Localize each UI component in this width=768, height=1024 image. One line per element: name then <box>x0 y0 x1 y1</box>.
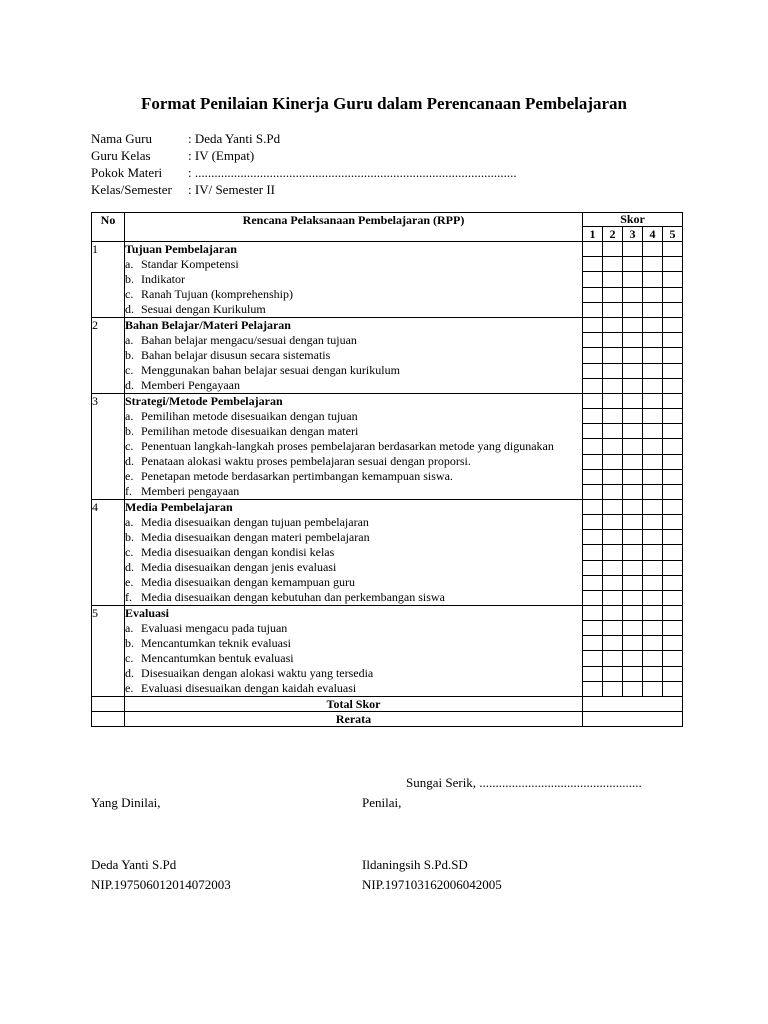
score-cell-4[interactable] <box>643 560 663 575</box>
score-cell-2[interactable] <box>603 333 623 348</box>
score-cell-5[interactable] <box>663 681 683 696</box>
score-cell-5[interactable] <box>663 530 683 545</box>
assessor-name: Ildaningsih S.Pd.SD <box>362 857 468 872</box>
score-cell-4[interactable] <box>643 681 663 696</box>
criteria-item <box>125 454 582 469</box>
score-cell-2[interactable] <box>603 424 623 439</box>
score-cell-5[interactable] <box>663 606 683 621</box>
score-cell-4[interactable] <box>643 363 663 378</box>
criteria-item <box>125 272 582 287</box>
section-number: 5 <box>92 606 125 697</box>
criteria-text: Media disesuaikan dengan materi pembelajaran <box>141 530 370 544</box>
signature-place-date: Sungai Serik, .................................................. <box>406 775 642 790</box>
criteria-letter: a. <box>125 257 134 271</box>
info-label: Kelas/Semester <box>91 182 172 197</box>
score-cell-4[interactable] <box>643 606 663 621</box>
score-cell-5[interactable] <box>663 242 683 257</box>
score-cell-3[interactable] <box>623 621 643 636</box>
header-rpp: Rencana Pelaksanaan Pembelajaran (RPP) <box>125 213 583 242</box>
score-cell-2[interactable] <box>603 409 623 424</box>
table-row <box>92 606 683 621</box>
score-cell-4[interactable] <box>643 515 663 530</box>
rerata-row <box>92 712 683 727</box>
section-title: Tujuan Pembelajaran <box>125 242 237 256</box>
criteria-item <box>125 439 582 454</box>
criteria-letter: c. <box>125 287 134 301</box>
score-cell-1[interactable] <box>583 272 603 287</box>
criteria-letter: c. <box>125 363 134 377</box>
score-cell-3[interactable] <box>623 545 643 560</box>
criteria-text: Pemilihan metode disesuaikan dengan tujuan <box>141 409 358 423</box>
info-value: : Deda Yanti S.Pd <box>188 131 281 146</box>
info-value: : IV (Empat) <box>188 148 255 163</box>
score-cell-1[interactable] <box>583 439 603 454</box>
score-cell-5[interactable] <box>663 439 683 454</box>
score-cell-4[interactable] <box>643 666 663 681</box>
total-skor-row-label: Total Skor <box>125 697 583 712</box>
teacher-info <box>91 130 517 198</box>
score-cell-3[interactable] <box>623 287 643 302</box>
score-cell-4[interactable] <box>643 590 663 605</box>
criteria-letter: a. <box>125 409 134 423</box>
score-cell-2[interactable] <box>603 454 623 469</box>
section-title: Evaluasi <box>125 606 170 620</box>
criteria-text: Sesuai dengan Kurikulum <box>141 302 266 316</box>
criteria-item <box>125 530 582 545</box>
info-row-kelas-semester <box>91 181 517 198</box>
assessor-nip: NIP.197103162006042005 <box>362 877 502 892</box>
score-cell-3[interactable] <box>623 484 643 499</box>
criteria-letter: e. <box>125 575 134 589</box>
score-cell-1[interactable] <box>583 515 603 530</box>
score-cell-4[interactable] <box>643 484 663 499</box>
score-cell-2[interactable] <box>603 363 623 378</box>
score-cell-1[interactable] <box>583 348 603 363</box>
score-cell-4[interactable] <box>643 409 663 424</box>
criteria-text: Media disesuaikan dengan kondisi kelas <box>141 545 335 559</box>
criteria-letter: c. <box>125 545 134 559</box>
section-content <box>125 394 583 500</box>
info-value: : ................................................................................................... <box>188 165 517 180</box>
score-cell-1[interactable] <box>583 530 603 545</box>
criteria-item <box>125 590 582 605</box>
criteria-text: Memberi pengayaan <box>141 484 240 498</box>
score-cell-5[interactable] <box>663 575 683 590</box>
score-cell-4[interactable] <box>643 348 663 363</box>
criteria-item <box>125 515 582 530</box>
criteria-letter: f. <box>125 484 132 498</box>
score-cell-2[interactable] <box>603 666 623 681</box>
info-value: : IV/ Semester II <box>188 182 276 197</box>
criteria-letter: d. <box>125 302 134 316</box>
criteria-item <box>125 666 582 681</box>
score-cell-3[interactable] <box>623 469 643 484</box>
score-cell-5[interactable] <box>663 272 683 287</box>
table-row <box>92 500 683 515</box>
criteria-text: Indikator <box>141 272 185 286</box>
info-row-pokok-materi <box>91 164 517 181</box>
score-cell-2[interactable] <box>603 378 623 393</box>
score-cell-4[interactable] <box>643 394 663 409</box>
score-cell-1[interactable] <box>583 500 603 515</box>
score-cell-3[interactable] <box>623 651 643 666</box>
criteria-text: Mencantumkan teknik evaluasi <box>141 636 291 650</box>
section-title: Bahan Belajar/Materi Pelajaran <box>125 318 291 332</box>
criteria-text: Bahan belajar disusun secara sistematis <box>141 348 331 362</box>
criteria-item <box>125 257 582 272</box>
criteria-text: Menggunakan bahan belajar sesuai dengan kurikulum <box>141 363 400 377</box>
score-cell-2[interactable] <box>603 500 623 515</box>
criteria-letter: e. <box>125 469 134 483</box>
score-cell-2[interactable] <box>603 484 623 499</box>
score-cell-3[interactable] <box>623 363 643 378</box>
score-cell-5[interactable] <box>663 500 683 515</box>
score-cell-1[interactable] <box>583 257 603 272</box>
header-score-1: 1 <box>583 227 603 242</box>
score-cell-4[interactable] <box>643 500 663 515</box>
criteria-item <box>125 378 582 393</box>
score-cell-1[interactable] <box>583 318 603 333</box>
score-cell-2[interactable] <box>603 257 623 272</box>
score-cell-5[interactable] <box>663 454 683 469</box>
score-cell-4[interactable] <box>643 651 663 666</box>
score-cell-4[interactable] <box>643 302 663 317</box>
score-cell-5[interactable] <box>663 424 683 439</box>
criteria-text: Memberi Pengayaan <box>141 378 240 392</box>
score-cell-2[interactable] <box>603 439 623 454</box>
score-cell-1[interactable] <box>583 560 603 575</box>
score-cell-4[interactable] <box>643 636 663 651</box>
assessee-role: Yang Dinilai, <box>91 795 161 810</box>
section-number: 2 <box>92 318 125 394</box>
criteria-item <box>125 348 582 363</box>
criteria-item <box>125 424 582 439</box>
score-cell-4[interactable] <box>643 621 663 636</box>
score-cell-1[interactable] <box>583 484 603 499</box>
score-cell-3[interactable] <box>623 515 643 530</box>
score-cell-5[interactable] <box>663 621 683 636</box>
score-cell-5[interactable] <box>663 545 683 560</box>
score-cell-2[interactable] <box>603 530 623 545</box>
criteria-text: Standar Kompetensi <box>141 257 239 271</box>
info-row-guru-kelas <box>91 147 517 164</box>
score-cell-3[interactable] <box>623 302 643 317</box>
criteria-item <box>125 484 582 499</box>
criteria-letter: d. <box>125 560 134 574</box>
criteria-letter: e. <box>125 681 134 695</box>
score-cell-2[interactable] <box>603 242 623 257</box>
empty-cell <box>92 697 125 712</box>
score-cell-5[interactable] <box>663 590 683 605</box>
criteria-text: Media disesuaikan dengan tujuan pembelajaran <box>141 515 369 529</box>
assessee-nip: NIP.197506012014072003 <box>91 877 231 892</box>
score-cell-3[interactable] <box>623 348 643 363</box>
criteria-text: Ranah Tujuan (komprehenship) <box>141 287 293 301</box>
criteria-text: Media disesuaikan dengan kemampuan guru <box>141 575 355 589</box>
score-cell-1[interactable] <box>583 302 603 317</box>
criteria-letter: b. <box>125 636 134 650</box>
score-cell-3[interactable] <box>623 500 643 515</box>
score-cell-4[interactable] <box>643 530 663 545</box>
score-cell-2[interactable] <box>603 394 623 409</box>
rerata-row-value[interactable] <box>583 712 683 727</box>
info-row-nama-guru <box>91 130 517 147</box>
criteria-text: Disesuaikan dengan alokasi waktu yang tersedia <box>141 666 374 680</box>
criteria-item <box>125 469 582 484</box>
score-cell-4[interactable] <box>643 378 663 393</box>
table-row <box>92 394 683 409</box>
score-cell-1[interactable] <box>583 621 603 636</box>
total-skor-row <box>92 697 683 712</box>
assessment-table <box>91 212 683 727</box>
score-cell-5[interactable] <box>663 636 683 651</box>
section-title: Media Pembelajaran <box>125 500 233 514</box>
score-cell-4[interactable] <box>643 333 663 348</box>
score-cell-2[interactable] <box>603 575 623 590</box>
criteria-letter: d. <box>125 666 134 680</box>
criteria-text: Evaluasi disesuaikan dengan kaidah evaluasi <box>141 681 357 695</box>
total-skor-row-value[interactable] <box>583 697 683 712</box>
score-cell-1[interactable] <box>583 242 603 257</box>
score-cell-5[interactable] <box>663 409 683 424</box>
section-content <box>125 606 583 697</box>
criteria-text: Pemilihan metode disesuaikan dengan materi <box>141 424 359 438</box>
assessor-role: Penilai, <box>362 795 402 810</box>
criteria-letter: b. <box>125 424 134 438</box>
score-cell-5[interactable] <box>663 302 683 317</box>
score-cell-4[interactable] <box>643 469 663 484</box>
score-cell-3[interactable] <box>623 454 643 469</box>
criteria-letter: f. <box>125 590 132 604</box>
criteria-letter: c. <box>125 651 134 665</box>
score-cell-3[interactable] <box>623 681 643 696</box>
criteria-text: Mencantumkan bentuk evaluasi <box>141 651 294 665</box>
score-cell-3[interactable] <box>623 394 643 409</box>
score-cell-3[interactable] <box>623 666 643 681</box>
criteria-item <box>125 409 582 424</box>
score-cell-1[interactable] <box>583 681 603 696</box>
score-cell-1[interactable] <box>583 469 603 484</box>
criteria-letter: b. <box>125 272 134 286</box>
criteria-text: Media disesuaikan dengan kebutuhan dan perkembangan siswa <box>141 590 445 604</box>
criteria-letter: b. <box>125 348 134 362</box>
criteria-letter: b. <box>125 530 134 544</box>
score-cell-4[interactable] <box>643 575 663 590</box>
criteria-text: Bahan belajar mengacu/sesuai dengan tujuan <box>141 333 357 347</box>
score-cell-4[interactable] <box>643 257 663 272</box>
criteria-item <box>125 575 582 590</box>
header-score-2: 2 <box>603 227 623 242</box>
score-cell-2[interactable] <box>603 545 623 560</box>
criteria-item <box>125 545 582 560</box>
score-cell-3[interactable] <box>623 242 643 257</box>
score-cell-2[interactable] <box>603 560 623 575</box>
score-cell-2[interactable] <box>603 606 623 621</box>
score-cell-1[interactable] <box>583 409 603 424</box>
criteria-letter: c. <box>125 439 134 453</box>
score-cell-2[interactable] <box>603 318 623 333</box>
score-cell-2[interactable] <box>603 515 623 530</box>
criteria-text: Penentuan langkah-langkah proses pembelajaran berdasarkan metode yang digunakan <box>141 439 554 453</box>
score-cell-3[interactable] <box>623 318 643 333</box>
score-cell-2[interactable] <box>603 348 623 363</box>
criteria-item <box>125 287 582 302</box>
info-label: Nama Guru <box>91 131 153 146</box>
score-cell-5[interactable] <box>663 287 683 302</box>
score-cell-5[interactable] <box>663 394 683 409</box>
page-title: Format Penilaian Kinerja Guru dalam Perencanaan Pembelajaran <box>140 94 628 113</box>
score-cell-5[interactable] <box>663 348 683 363</box>
score-cell-2[interactable] <box>603 636 623 651</box>
score-cell-2[interactable] <box>603 621 623 636</box>
score-cell-1[interactable] <box>583 394 603 409</box>
score-cell-5[interactable] <box>663 469 683 484</box>
score-cell-3[interactable] <box>623 560 643 575</box>
criteria-item <box>125 302 582 317</box>
score-cell-4[interactable] <box>643 242 663 257</box>
score-cell-2[interactable] <box>603 651 623 666</box>
criteria-text: Penetapan metode berdasarkan pertimbangan kemampuan siswa. <box>141 469 453 483</box>
header-skor: Skor <box>583 213 683 227</box>
section-content <box>125 242 583 318</box>
info-label: Pokok Materi <box>91 165 163 180</box>
score-cell-5[interactable] <box>663 515 683 530</box>
header-score-5: 5 <box>663 227 683 242</box>
empty-cell <box>92 712 125 727</box>
score-cell-5[interactable] <box>663 666 683 681</box>
score-cell-4[interactable] <box>643 318 663 333</box>
score-cell-4[interactable] <box>643 272 663 287</box>
criteria-item <box>125 621 582 636</box>
score-cell-3[interactable] <box>623 257 643 272</box>
score-cell-4[interactable] <box>643 287 663 302</box>
score-cell-2[interactable] <box>603 681 623 696</box>
score-cell-1[interactable] <box>583 545 603 560</box>
score-cell-3[interactable] <box>623 530 643 545</box>
table-row <box>92 242 683 257</box>
score-cell-3[interactable] <box>623 575 643 590</box>
criteria-item <box>125 651 582 666</box>
score-cell-1[interactable] <box>583 378 603 393</box>
score-cell-1[interactable] <box>583 333 603 348</box>
score-cell-3[interactable] <box>623 409 643 424</box>
section-title: Strategi/Metode Pembelajaran <box>125 394 283 408</box>
score-cell-3[interactable] <box>623 590 643 605</box>
score-cell-5[interactable] <box>663 333 683 348</box>
score-cell-2[interactable] <box>603 272 623 287</box>
header-score-3: 3 <box>623 227 643 242</box>
rerata-row-label: Rerata <box>125 712 583 727</box>
header-score-4: 4 <box>643 227 663 242</box>
score-cell-5[interactable] <box>663 484 683 499</box>
score-cell-3[interactable] <box>623 606 643 621</box>
criteria-letter: d. <box>125 378 134 392</box>
criteria-item <box>125 681 582 696</box>
criteria-item <box>125 560 582 575</box>
criteria-item <box>125 363 582 378</box>
score-cell-5[interactable] <box>663 318 683 333</box>
section-number: 1 <box>92 242 125 318</box>
score-cell-1[interactable] <box>583 287 603 302</box>
score-cell-1[interactable] <box>583 651 603 666</box>
score-cell-3[interactable] <box>623 272 643 287</box>
section-number: 3 <box>92 394 125 500</box>
section-content <box>125 500 583 606</box>
score-cell-1[interactable] <box>583 636 603 651</box>
header-no: No <box>92 213 125 242</box>
score-cell-1[interactable] <box>583 575 603 590</box>
criteria-text: Evaluasi mengacu pada tujuan <box>141 621 288 635</box>
criteria-item <box>125 333 582 348</box>
score-cell-1[interactable] <box>583 590 603 605</box>
score-cell-3[interactable] <box>623 378 643 393</box>
score-cell-4[interactable] <box>643 545 663 560</box>
score-cell-1[interactable] <box>583 606 603 621</box>
score-cell-2[interactable] <box>603 469 623 484</box>
criteria-text: Penataan alokasi waktu proses pembelajaran sesuai dengan proporsi. <box>141 454 471 468</box>
score-cell-4[interactable] <box>643 454 663 469</box>
info-label: Guru Kelas <box>91 148 151 163</box>
criteria-item <box>125 636 582 651</box>
score-cell-5[interactable] <box>663 651 683 666</box>
score-cell-3[interactable] <box>623 424 643 439</box>
section-content <box>125 318 583 394</box>
section-number: 4 <box>92 500 125 606</box>
criteria-letter: d. <box>125 454 134 468</box>
score-cell-3[interactable] <box>623 636 643 651</box>
score-cell-2[interactable] <box>603 287 623 302</box>
score-cell-2[interactable] <box>603 302 623 317</box>
score-cell-1[interactable] <box>583 454 603 469</box>
criteria-letter: a. <box>125 515 134 529</box>
score-cell-5[interactable] <box>663 257 683 272</box>
score-cell-3[interactable] <box>623 439 643 454</box>
score-cell-5[interactable] <box>663 363 683 378</box>
score-cell-1[interactable] <box>583 666 603 681</box>
criteria-letter: a. <box>125 621 134 635</box>
score-cell-4[interactable] <box>643 424 663 439</box>
score-cell-1[interactable] <box>583 363 603 378</box>
assessee-name: Deda Yanti S.Pd <box>91 857 177 872</box>
score-cell-2[interactable] <box>603 590 623 605</box>
score-cell-5[interactable] <box>663 378 683 393</box>
score-cell-3[interactable] <box>623 333 643 348</box>
score-cell-1[interactable] <box>583 424 603 439</box>
criteria-letter: a. <box>125 333 134 347</box>
score-cell-5[interactable] <box>663 560 683 575</box>
criteria-text: Media disesuaikan dengan jenis evaluasi <box>141 560 337 574</box>
score-cell-4[interactable] <box>643 439 663 454</box>
table-row <box>92 318 683 333</box>
